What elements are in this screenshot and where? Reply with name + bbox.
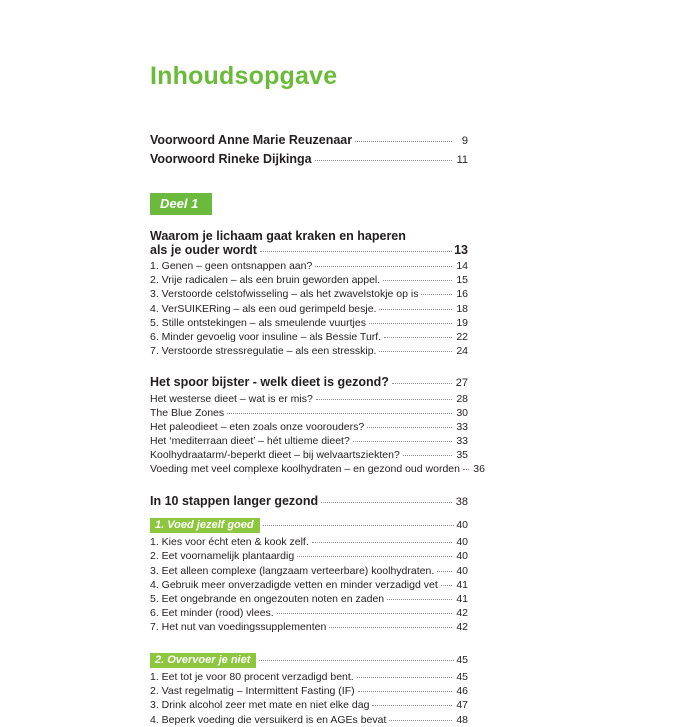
subsection-page: 45 [456, 654, 468, 667]
leader-dots [369, 322, 452, 324]
toc-item[interactable] [150, 550, 468, 563]
toc-item-label: 4. Gebruik meer onverzadigde vetten en minder verzadigd vet [150, 578, 438, 591]
leader-dots [372, 704, 452, 706]
part-badge: Deel 1 [150, 193, 212, 215]
toc-item[interactable] [150, 345, 468, 358]
leader-dots [367, 426, 452, 428]
leader-dots [437, 570, 452, 572]
section-heading-line1: Waarom je lichaam gaat kraken en haperen [150, 228, 406, 243]
toc-item-page: 19 [456, 316, 468, 329]
toc-item-page: 45 [456, 671, 468, 684]
leader-dots [387, 598, 452, 600]
toc-item[interactable] [150, 699, 468, 712]
leader-dots [355, 140, 452, 142]
section-heading[interactable] [150, 229, 468, 259]
leader-dots [383, 279, 452, 281]
toc-item-label: 1. Kies voor écht eten & kook zelf. [150, 536, 309, 549]
toc-entry-voorwoord-2[interactable] [150, 152, 468, 168]
leader-dots [329, 626, 452, 628]
toc-section-3 [150, 494, 640, 727]
subsection-page: 40 [456, 519, 468, 532]
toc-item-label: 5. Stille ontstekingen – als smeulende vuurtjes [150, 316, 366, 329]
toc-item-label: Het westerse dieet – wat is er mis? [150, 392, 313, 405]
toc-item-page: 40 [456, 536, 468, 549]
toc-item[interactable] [150, 565, 468, 578]
leader-dots [389, 719, 452, 721]
leader-dots [277, 612, 452, 614]
section-page: 27 [455, 377, 468, 389]
toc-item[interactable] [150, 260, 468, 273]
toc-item-label: Het ‘mediterraan dieet’ – hét ultieme dieet? [150, 435, 350, 448]
toc-item[interactable] [150, 303, 468, 316]
leader-dots [379, 350, 452, 352]
toc-item-label: 1. Eet tot je voor 80 procent verzadigd bent. [150, 671, 354, 684]
leader-dots [358, 690, 452, 692]
toc-entry-voorwoord-1[interactable] [150, 133, 468, 149]
toc-item[interactable] [150, 449, 468, 462]
toc-item[interactable] [150, 593, 468, 606]
toc-item-label: 6. Eet minder (rood) vlees. [150, 606, 274, 619]
toc-item[interactable] [150, 421, 468, 434]
toc-item[interactable] [150, 393, 468, 406]
leader-dots [463, 468, 469, 470]
toc-item[interactable] [150, 274, 468, 287]
toc-item[interactable] [150, 579, 468, 592]
toc-section-1 [150, 229, 640, 359]
toc-item-page: 40 [456, 550, 468, 563]
leader-dots [315, 159, 452, 161]
leader-dots [421, 293, 452, 295]
section-heading-line1: Het spoor bijster - welk dieet is gezond? [150, 375, 389, 389]
toc-item-label: 1. Genen – geen ontsnappen aan? [150, 260, 313, 273]
toc-item-page: 14 [456, 260, 468, 273]
leader-dots [297, 555, 452, 557]
section-heading-line2: als je ouder wordt [150, 242, 257, 257]
toc-item-page: 47 [456, 699, 468, 712]
leader-dots [260, 250, 452, 252]
toc-item-label: 2. Vrije radicalen – als een bruin geworden appel. [150, 274, 381, 287]
leader-dots [312, 541, 452, 543]
leader-dots [403, 454, 452, 456]
toc-item-label: 7. Verstoorde stressregulatie – als een stresskip. [150, 344, 377, 357]
page-title: Inhoudsopgave [150, 62, 338, 90]
toc-item-label: Het paleodieet – eten zoals onze voorouders? [150, 421, 365, 433]
leader-dots [353, 440, 452, 442]
toc-item-page: 42 [456, 621, 468, 633]
toc-item-page: 41 [456, 592, 468, 605]
toc-item[interactable] [150, 671, 468, 684]
leader-dots [321, 501, 452, 503]
toc-entry-page: 9 [461, 135, 468, 147]
leader-dots [259, 659, 454, 661]
toc-item-page: 35 [456, 449, 468, 462]
section-page: 38 [455, 495, 468, 508]
toc-item-page: 41 [456, 578, 468, 591]
toc-item-page: 48 [456, 713, 468, 726]
subsection-heading-1[interactable] [150, 518, 468, 533]
toc-section-2 [150, 375, 640, 477]
toc-entry-label: Voorwoord Rineke Dijkinga [150, 151, 312, 166]
toc-item[interactable] [150, 463, 485, 476]
toc-item-page: 24 [456, 344, 468, 357]
toc-item-label: 3. Eet alleen complexe (langzaam verteerbare) koolhydraten. [150, 564, 435, 577]
toc-item-label: Voeding met veel complexe koolhydraten – en gezond oud worden [150, 463, 460, 476]
toc-item-page: 30 [456, 406, 468, 419]
toc-item-label: 3. Verstoorde celstofwisseling – als het zwavelstokje op is [150, 288, 419, 301]
toc-item-page: 33 [456, 421, 468, 433]
toc-item[interactable] [150, 607, 468, 620]
leader-dots [315, 265, 452, 267]
toc-entry-label: Voorwoord Anne Marie Reuzenaar [150, 133, 353, 147]
leader-dots [227, 412, 452, 414]
toc-item-page: 18 [456, 302, 468, 315]
toc-item[interactable] [150, 331, 468, 344]
leader-dots [379, 308, 452, 310]
toc-item[interactable] [150, 317, 468, 330]
toc-item-page: 36 [473, 463, 485, 476]
section-heading[interactable] [150, 494, 468, 510]
toc-item-label: 2. Eet voornamelijk plantaardig [150, 550, 295, 563]
toc-item-label: 2. Vast regelmatig – Intermittent Fasting (IF) [150, 685, 355, 698]
subsection-badge: 1. Voed jezelf goed [150, 518, 260, 533]
toc-item-page: 46 [456, 685, 468, 698]
subsection-heading-2[interactable] [150, 653, 468, 668]
toc-item-label: 5. Eet ongebrande en ongezouten noten en zaden [150, 592, 385, 605]
toc-item-label: 4. Beperk voeding die versuikerd is en AGEs bevat [150, 713, 387, 726]
leader-dots [263, 524, 455, 526]
toc-item-page: 22 [456, 330, 468, 343]
toc-item-label: 6. Minder gevoelig voor insuline – als Bessie Turf. [150, 330, 382, 343]
toc-item-page: 15 [456, 274, 468, 287]
toc-item-label: Koolhydraatarm/-beperkt dieet – bij welvaartsziekten? [150, 449, 400, 462]
toc-entry-page: 11 [456, 153, 468, 166]
leader-dots [316, 398, 452, 400]
toc-item[interactable] [150, 536, 468, 549]
section-heading[interactable] [150, 375, 468, 391]
toc-item[interactable] [150, 714, 468, 727]
toc-item[interactable] [150, 407, 468, 420]
leader-dots [441, 584, 452, 586]
leader-dots [357, 676, 452, 678]
toc-item-page: 33 [456, 435, 468, 448]
toc-item-page: 40 [456, 564, 468, 577]
leader-dots [392, 382, 452, 384]
toc-item-label: The Blue Zones [150, 406, 225, 419]
toc-item[interactable] [150, 621, 468, 634]
toc-item-label: 3. Drink alcohol zeer met mate en niet elke dag [150, 699, 370, 712]
toc-item[interactable] [150, 435, 468, 448]
toc-item[interactable] [150, 685, 468, 698]
toc-item-label: 7. Het nut van voedingssupplementen [150, 621, 327, 633]
toc-item[interactable] [150, 288, 468, 301]
front-matter-list [150, 133, 640, 168]
toc-item-page: 42 [456, 606, 468, 619]
toc-item-page: 16 [456, 288, 468, 301]
section-page: 13 [454, 242, 468, 257]
toc-item-label: 4. VerSUIKERing – als een oud gerimpeld besje. [150, 302, 377, 315]
toc-item-page: 28 [456, 392, 468, 405]
section-heading-line1: In 10 stappen langer gezond [150, 493, 319, 508]
leader-dots [384, 336, 452, 338]
subsection-badge: 2. Overvoer je niet [150, 653, 256, 668]
